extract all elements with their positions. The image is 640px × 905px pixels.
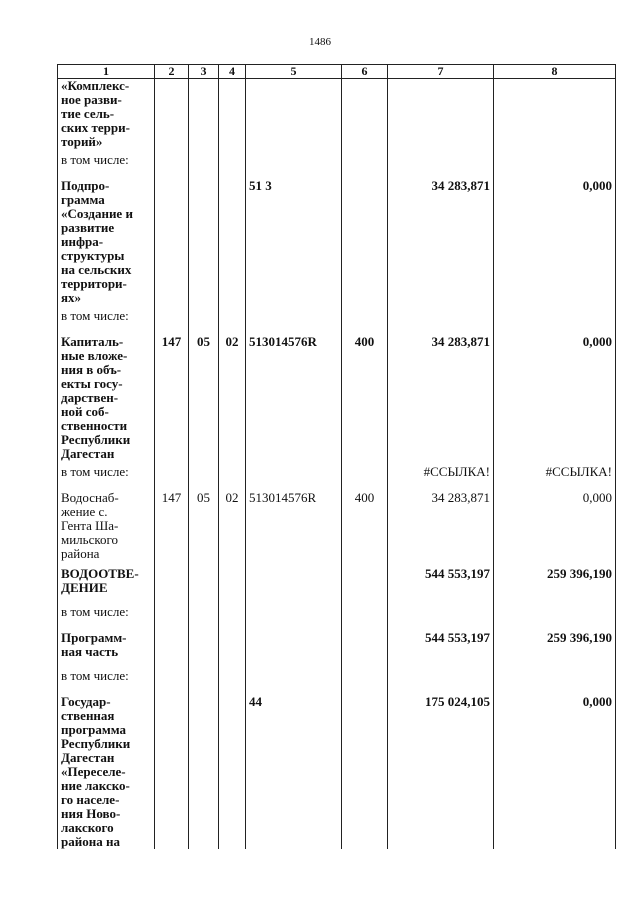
header-cell: 5 [246,65,342,79]
cell-target-article: 513014576R [246,491,342,567]
cell-amount-2 [494,605,616,631]
cell-target-article [246,465,342,491]
cell-section [189,153,219,179]
cell-name: Водоснаб- жение с. Гента Ша- мильского района [58,491,155,567]
cell-subsection: 02 [219,335,246,465]
cell-ministry-code [155,79,189,153]
cell-ministry-code [155,605,189,631]
cell-name: Капиталь- ные вложе- ния в объ- екты госу- дарствен- ной соб- ственности Республики Дагестан [58,335,155,465]
cell-subsection [219,153,246,179]
cell-expense-type [342,631,388,669]
cell-expense-type [342,695,388,849]
cell-amount-1: 34 283,871 [388,179,494,309]
table-row [58,631,616,669]
cell-section: 05 [189,491,219,567]
cell-ministry-code: 147 [155,491,189,567]
cell-amount-1: #ССЫЛКА! [388,465,494,491]
table-row [58,669,616,695]
cell-expense-type [342,669,388,695]
cell-target-article [246,79,342,153]
cell-name: в том числе: [58,465,155,491]
header-cell: 2 [155,65,189,79]
cell-subsection [219,309,246,335]
cell-amount-1: 544 553,197 [388,567,494,605]
cell-target-article [246,567,342,605]
cell-amount-1 [388,669,494,695]
cell-ministry-code: 147 [155,335,189,465]
cell-section [189,605,219,631]
cell-amount-2 [494,669,616,695]
cell-section [189,695,219,849]
table-row [58,605,616,631]
cell-amount-2 [494,79,616,153]
table-row [58,153,616,179]
cell-subsection [219,669,246,695]
cell-expense-type [342,465,388,491]
cell-expense-type: 400 [342,335,388,465]
table-row [58,335,616,465]
cell-amount-2 [494,309,616,335]
cell-name: в том числе: [58,669,155,695]
header-cell: 6 [342,65,388,79]
cell-target-article [246,631,342,669]
cell-section [189,567,219,605]
cell-subsection [219,179,246,309]
cell-amount-1: 34 283,871 [388,491,494,567]
cell-section [189,465,219,491]
cell-name: Государ- ственная программа Республики Дагестан «Переселе- ние лакско- го населе- ния Ново- лакского района на [58,695,155,849]
cell-amount-1 [388,309,494,335]
cell-amount-2: 0,000 [494,179,616,309]
cell-amount-2: 0,000 [494,335,616,465]
cell-target-article [246,309,342,335]
cell-subsection [219,567,246,605]
cell-amount-2: 0,000 [494,491,616,567]
cell-ministry-code [155,465,189,491]
cell-expense-type: 400 [342,491,388,567]
cell-name: в том числе: [58,309,155,335]
cell-target-article: 51 3 [246,179,342,309]
cell-ministry-code [155,631,189,669]
cell-ministry-code [155,695,189,849]
cell-subsection [219,465,246,491]
cell-amount-2: 0,000 [494,695,616,849]
cell-amount-1: 544 553,197 [388,631,494,669]
header-cell: 7 [388,65,494,79]
cell-ministry-code [155,567,189,605]
cell-ministry-code [155,153,189,179]
cell-target-article [246,153,342,179]
header-cell: 1 [58,65,155,79]
cell-section [189,79,219,153]
cell-name: в том числе: [58,153,155,179]
cell-section [189,179,219,309]
header-cell: 8 [494,65,616,79]
table-row [58,309,616,335]
cell-subsection [219,695,246,849]
cell-section [189,309,219,335]
cell-amount-1 [388,79,494,153]
table-row [58,567,616,605]
cell-subsection: 02 [219,491,246,567]
cell-amount-1: 34 283,871 [388,335,494,465]
cell-expense-type [342,179,388,309]
cell-target-article [246,669,342,695]
cell-target-article: 513014576R [246,335,342,465]
cell-name: Программ- ная часть [58,631,155,669]
cell-amount-2: 259 396,190 [494,567,616,605]
cell-subsection [219,605,246,631]
cell-amount-2: #ССЫЛКА! [494,465,616,491]
cell-section: 05 [189,335,219,465]
header-cell: 4 [219,65,246,79]
cell-name: «Комплекс- ное разви- тие сель- ских терри- торий» [58,79,155,153]
cell-expense-type [342,309,388,335]
budget-table [57,64,616,849]
page-number: 1486 [309,36,331,48]
table-row [58,491,616,567]
cell-section [189,669,219,695]
cell-ministry-code [155,669,189,695]
cell-amount-2: 259 396,190 [494,631,616,669]
cell-section [189,631,219,669]
cell-ministry-code [155,309,189,335]
header-cell: 3 [189,65,219,79]
cell-target-article [246,605,342,631]
cell-expense-type [342,567,388,605]
table-row [58,465,616,491]
cell-amount-1 [388,605,494,631]
table-header-row [58,65,616,79]
cell-subsection [219,79,246,153]
cell-name: Подпро- грамма «Создание и развитие инфра- структуры на сельских территори- ях» [58,179,155,309]
cell-expense-type [342,153,388,179]
cell-ministry-code [155,179,189,309]
cell-amount-1: 175 024,105 [388,695,494,849]
cell-amount-1 [388,153,494,179]
table-row [58,695,616,849]
cell-name: в том числе: [58,605,155,631]
cell-subsection [219,631,246,669]
cell-amount-2 [494,153,616,179]
cell-name: ВОДООТВЕ- ДЕНИЕ [58,567,155,605]
table-row [58,179,616,309]
cell-expense-type [342,605,388,631]
cell-expense-type [342,79,388,153]
table-row [58,79,616,153]
cell-target-article: 44 [246,695,342,849]
